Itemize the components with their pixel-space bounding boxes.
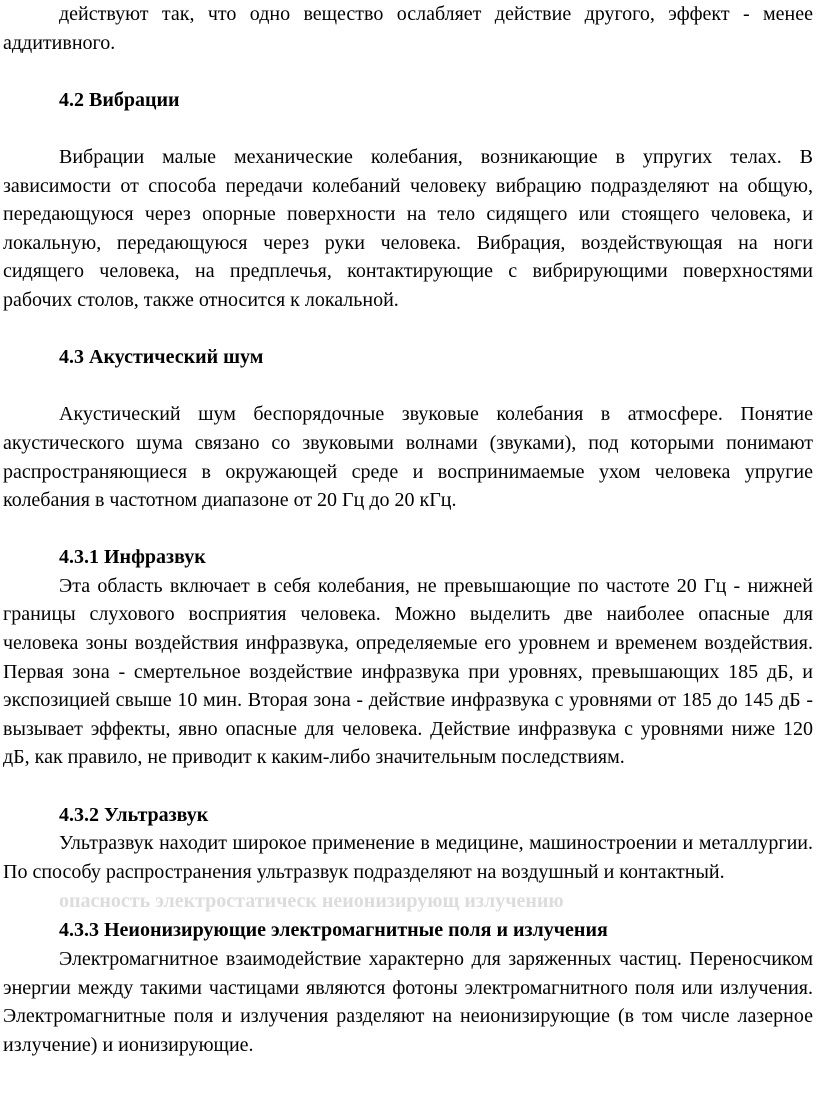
faded-watermark-text: опасность электростатическ неионизирующ излучению	[59, 890, 564, 913]
intro-paragraph: действуют так, что одно вещество ослабляет действие другого, эффект - менее аддитивного.	[3, 3, 813, 54]
infrasound-paragraph: Эта область включает в себя колебания, не превышающие по частоте 20 Гц - нижней границы слухового восприятия человека. Можно выделить две наиболее опасные для человека зоны воздействия инфразвука, определяемые его уровнем и временем воздействия. Первая зона - смертельное воздействие инфразвука при уровнях, превышающих 185 дБ, и экспозицией свыше 10 мин. Вторая зона - действие инфразвука с уровнями от 185 до 145 дБ - вызывает эффекты, явно опасные для человека. Действие инфразвука с уровнями ниже 120 дБ, как правило, не приводит к каким-либо значительным последствиям.	[3, 574, 813, 769]
spacer	[3, 772, 813, 801]
section-heading-vibrations: 4.2 Вибрации	[59, 88, 180, 111]
vibrations-paragraph: Вибрации малые механические колебания, возникающие в упругих телах. В зависимости от способа передачи колебаний человеку вибрацию подразделяют на общую, передающуюся через опорные поверхности на тело сидящего или стоящего человека, и локальную, передающуюся через руки человека. Вибрация, воздействующая на ноги сидящего человека, на предплечья, контактирующие с вибрирующими поверхностями рабочих столов, также относится к локальной.	[3, 145, 813, 311]
section-heading-ultrasound: 4.3.2 Ультразвук	[59, 803, 209, 826]
section-heading-nonionizing-fields: 4.3.3 Неионизирующие электромагнитные поля и излучения	[59, 919, 608, 942]
ultrasound-paragraph: Ультразвук находит широкое применение в медицине, машиностроении и металлургии. По способу распространения ультразвук подразделяют на воздушный и контактный.	[3, 832, 813, 883]
section-heading-infrasound: 4.3.1 Инфразвук	[59, 546, 206, 569]
spacer	[3, 315, 813, 344]
spacer	[3, 372, 813, 401]
section-heading-acoustic-noise: 4.3 Акустический шум	[59, 346, 264, 369]
acoustic-noise-paragraph: Акустический шум беспорядочные звуковые колебания в атмосфере. Понятие акустического шума связано со звуковыми волнами (звуками), под которыми понимают распространяющиеся в окружающей среде и воспринимаемые ухом человека упругие колебания в частотном диапазоне от 20 Гц до 20 кГц.	[3, 403, 813, 512]
spacer	[3, 515, 813, 544]
nonionizing-fields-paragraph: Электромагнитное взаимодействие характерно для заряженных частиц. Переносчиком энергии между такими частицами являются фотоны электромагнитного поля или излучения. Электромагнитные поля и излучения разделяют на неионизирующие (в том числе лазерное излучение) и ионизирующие.	[3, 948, 813, 1056]
spacer	[3, 114, 813, 143]
spacer	[3, 57, 813, 86]
